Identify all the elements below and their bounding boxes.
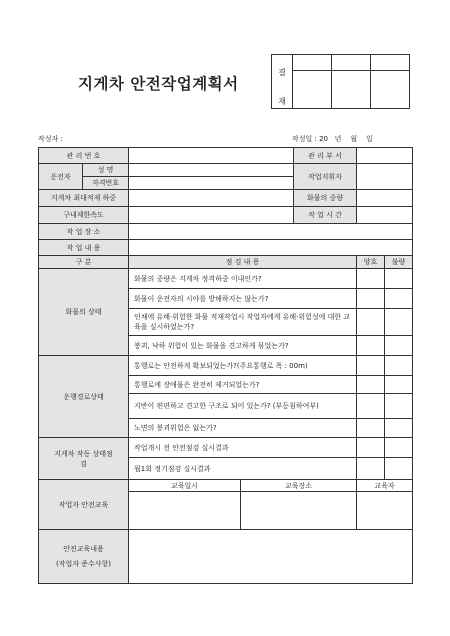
check-item: 통행로에 장애물은 완전히 제거되었는가?	[129, 376, 357, 394]
good-checkbox[interactable]	[357, 458, 385, 480]
edu-content-label: 안전교육내용 (작업자 준수사항)	[39, 530, 129, 584]
approval-label: 결 재	[272, 55, 293, 109]
check-item: 작업개시 전 안전점검 실시결과	[129, 438, 357, 458]
worker-edu-label: 작업자 안전교육	[39, 480, 129, 530]
good-checkbox[interactable]	[357, 356, 385, 376]
check-item: 화물이 운전자의 시야를 방해하지는 않는가?	[129, 289, 357, 309]
approval-sign-cell[interactable]	[332, 71, 371, 109]
check-item: 노면의 붕괴위험은 없는가?	[129, 419, 357, 438]
group-label-route: 운행경로상태	[39, 356, 129, 438]
license-no-field[interactable]	[129, 177, 294, 190]
date-label: 작성일 : 20 년 월 일	[292, 135, 373, 143]
bad-checkbox[interactable]	[385, 336, 413, 356]
mgmt-dept-field[interactable]	[357, 148, 413, 164]
work-time-field[interactable]	[357, 207, 413, 224]
edu-date-field[interactable]	[129, 492, 241, 530]
bad-checkbox[interactable]	[385, 394, 413, 419]
edu-date-header: 교육일시	[129, 480, 241, 492]
good-checkbox[interactable]	[357, 419, 385, 438]
cargo-weight-label: 화물의 중량	[294, 190, 357, 207]
good-checkbox[interactable]	[357, 289, 385, 309]
check-item: 붕괴, 낙하 위험이 있는 화물을 견고하게 묶었는가?	[129, 336, 357, 356]
bad-header: 불량	[385, 256, 413, 269]
approval-header-cell[interactable]	[371, 55, 410, 71]
edu-place-field[interactable]	[241, 492, 357, 530]
work-place-field[interactable]	[129, 224, 413, 240]
approval-sign-cell[interactable]	[371, 71, 410, 109]
good-checkbox[interactable]	[357, 336, 385, 356]
speed-limit-field[interactable]	[129, 207, 294, 224]
name-label: 성 명	[83, 164, 129, 177]
speed-limit-label: 구내제한속도	[39, 207, 129, 224]
cargo-weight-field[interactable]	[357, 190, 413, 207]
good-header: 양호	[357, 256, 385, 269]
bad-checkbox[interactable]	[385, 269, 413, 289]
check-item: 화물의 중량은 지게차 정격하중 이내인가?	[129, 269, 357, 289]
bad-checkbox[interactable]	[385, 438, 413, 458]
category-header: 구 분	[39, 256, 129, 269]
good-checkbox[interactable]	[357, 309, 385, 336]
bad-checkbox[interactable]	[385, 376, 413, 394]
plan-table	[38, 147, 413, 584]
supervisor-field[interactable]	[357, 164, 413, 190]
check-item: 지반이 편편하고 견고한 구조로 되어 있는가? (부등침하여부)	[129, 394, 357, 419]
work-place-label: 작 업 장 소	[39, 224, 129, 240]
approval-box	[271, 54, 410, 109]
bad-checkbox[interactable]	[385, 289, 413, 309]
author-label: 작성자 :	[38, 135, 63, 143]
document-title: 지게차 안전작업계획서	[78, 74, 239, 93]
work-content-label: 작 업 내 용	[39, 240, 129, 256]
driver-label: 운전자	[39, 164, 83, 190]
approval-header-cell[interactable]	[293, 55, 332, 71]
good-checkbox[interactable]	[357, 438, 385, 458]
check-items-header: 점 검 내 용	[129, 256, 357, 269]
approval-sign-cell[interactable]	[293, 71, 332, 109]
work-content-field[interactable]	[129, 240, 413, 256]
mgmt-no-field[interactable]	[129, 148, 294, 164]
check-item: 인체에 유해·위험한 화물 적재작업시 작업자에게 유해·위험성에 대한 교육을 실시하였는가?	[129, 309, 357, 336]
good-checkbox[interactable]	[357, 269, 385, 289]
edu-place-header: 교육장소	[241, 480, 357, 492]
group-label-cargo: 화물의 상태	[39, 269, 129, 356]
approval-header-cell[interactable]	[332, 55, 371, 71]
bad-checkbox[interactable]	[385, 419, 413, 438]
check-item: 통행로는 안전하게 확보되었는가?(주요통행로 폭 : 00m)	[129, 356, 357, 376]
name-field[interactable]	[129, 164, 294, 177]
edu-instructor-field[interactable]	[357, 492, 413, 530]
edu-content-field[interactable]	[129, 530, 413, 584]
good-checkbox[interactable]	[357, 394, 385, 419]
group-label-forklift: 지게차 작동 상태점검	[39, 438, 129, 480]
supervisor-label: 작업지휘자	[294, 164, 357, 190]
mgmt-dept-label: 관 리 부 서	[294, 148, 357, 164]
license-no-label: 자격번호	[83, 177, 129, 190]
good-checkbox[interactable]	[357, 376, 385, 394]
max-load-field[interactable]	[129, 190, 294, 207]
bad-checkbox[interactable]	[385, 356, 413, 376]
check-item: 월1회 정기점검 실시결과	[129, 458, 357, 480]
bad-checkbox[interactable]	[385, 458, 413, 480]
bad-checkbox[interactable]	[385, 309, 413, 336]
work-time-label: 작 업 시 간	[294, 207, 357, 224]
edu-instructor-header: 교육자	[357, 480, 413, 492]
mgmt-no-label: 관 리 번 호	[39, 148, 129, 164]
max-load-label: 지게차 최대적재 하중	[39, 190, 129, 207]
